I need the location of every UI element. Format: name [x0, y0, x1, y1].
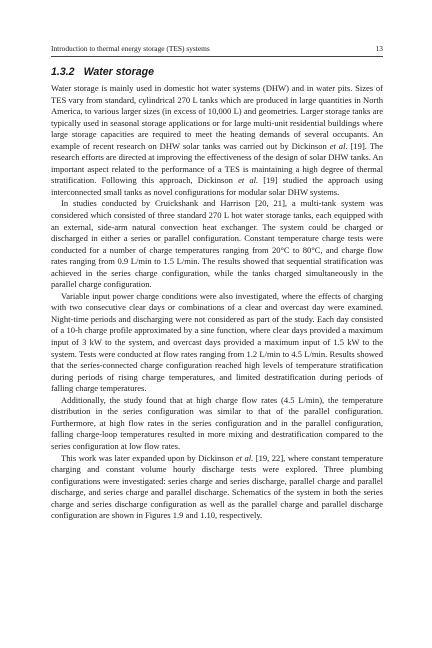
- paragraph: [51, 395, 383, 453]
- body-text: [51, 83, 383, 522]
- page-number: 13: [375, 44, 383, 53]
- paragraph: [51, 453, 383, 522]
- paragraph-text: [19]. The research efforts are directed at improving the effectiveness of the design of solar DHW tanks. An important aspect related to the performance of a TES is maintaining a high degree of thermal stratification. Following this approach, Dickinson: [51, 140, 383, 186]
- running-title: Introduction to thermal energy storage (TES) systems: [51, 44, 210, 53]
- paragraph: [51, 83, 383, 198]
- paragraph-text: Variable input power charge conditions were also investigated, where the effects of charging with two consecutive clear days or combinations of a clear and overcast day were examined. Night-time periods and discharging were not considered as part of the study. Each day consisted of a 10-h charge profile approximated by a sine function, where clear days provided a maximum input of 3 kW to the system, and overcast days provided a maximum input of 1.5 kW to the system. Tests were conducted at flow rates ranging from 1.2 L/min to 4.5 L/min. Results showed that the series-connected charge configuration reached high levels of temperature stratification during periods of rising charge temperatures, and limited destratification during periods of falling charge temperatures.: [51, 290, 383, 394]
- paragraph-text: Water storage is mainly used in domestic hot water systems (DHW) and in water pits. Sizes of TES vary from standard, cylindrical 270 L tanks which are produced in large quantities in North America, to various larger sizes (in excess of 10,000 L) and geometries. Larger storage tanks are typically used in seasonal storage applications or for large multi-unit residential buildings where large storage capacities are required to meet the heating demands of several occupants. An example of recent research on DHW solar tanks was carried out by Dickinson: [51, 83, 383, 151]
- section-heading: [51, 66, 383, 79]
- document-page: [51, 0, 383, 648]
- paragraph: [51, 291, 383, 395]
- italic-text: et al.: [235, 452, 254, 463]
- italic-text: et al.: [329, 140, 348, 151]
- paragraph-text: [19, 22], where constant temperature charging and constant volume hourly discharge tests were explored. Three plumbing configurations were investigated: series charge and series discharge, parallel charge and parallel discharge, and series charge and parallel discharge. Schematics of the system in both the series charge and series discharge configuration as well as the parallel charge and parallel discharge configuration are shown in Figures 1.9 and 1.10, respectively.: [51, 452, 383, 521]
- paragraph-text: Additionally, the study found that at high charge flow rates (4.5 L/min), the temperature distribution in the series configuration was similar to that of the parallel configuration. Furthermore, at high flow rates in the series configuration and in the parallel configuration, falling charge-loop temperatures resulted in more mixing and destratification compared to the series configuration at low flow rates.: [51, 394, 383, 451]
- header-rule: [51, 56, 383, 57]
- section-number: 1.3.2: [51, 66, 75, 78]
- paragraph-text: This work was later expanded upon by Dickinson: [61, 452, 236, 463]
- italic-text: et al.: [238, 175, 259, 186]
- paragraph-text: [19] studied the approach using interconnected small tanks as novel configurations for modular solar DHW systems.: [51, 175, 384, 197]
- section-title: Water storage: [83, 66, 155, 78]
- paragraph-text: In studies conducted by Cruickshank and Harrison [20, 21], a multi-tank system was considered which consisted of three standard 270 L hot water storage tanks, each equipped with an external, side-arm natural convection heat exchanger. The system could be charged or discharged in either a series or parallel configuration. Constant temperature charge tests were conducted for a number of charge temperatures ranging from 20°C to 80°C, and charge flow rates ranging from 0.9 L/min to 1.5 L/min. The results showed that sequential stratification was achieved in the series charge configuration, while the tanks charged simultaneously in the parallel charge configuration.: [51, 198, 383, 290]
- running-header: [51, 44, 383, 53]
- paragraph: [51, 198, 383, 290]
